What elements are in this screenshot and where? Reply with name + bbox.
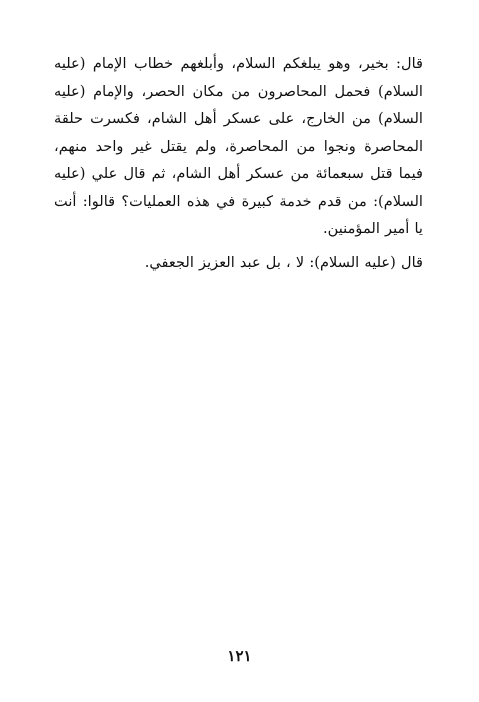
page-number: ١٢١ — [227, 647, 252, 665]
body-text — [54, 50, 423, 276]
paragraph-reply: قال (عليه السلام): لا ، بل عبد العزيز الجعفي. — [144, 253, 423, 271]
paragraph-narration: قال: بخير، وهو يبلغكم السلام، وأبلغهم خطاب الإمام (عليه السلام) فحمل المحاصرون من مكان الحصر، والإمام (عليه السلام) من الخارج، على عسكر أهل الشام، فكسرت حلقة المحاصرة ونجوا من المحاصرة، ولم يقتل غير واحد منهم، فيما قتل سبعمائة من عسكر أهل الشام، ثم قال علي (عليه السلام): من قدم خدمة كبيرة في هذه العمليات؟ قالوا: أنت يا أمير المؤمنين. — [54, 55, 423, 237]
